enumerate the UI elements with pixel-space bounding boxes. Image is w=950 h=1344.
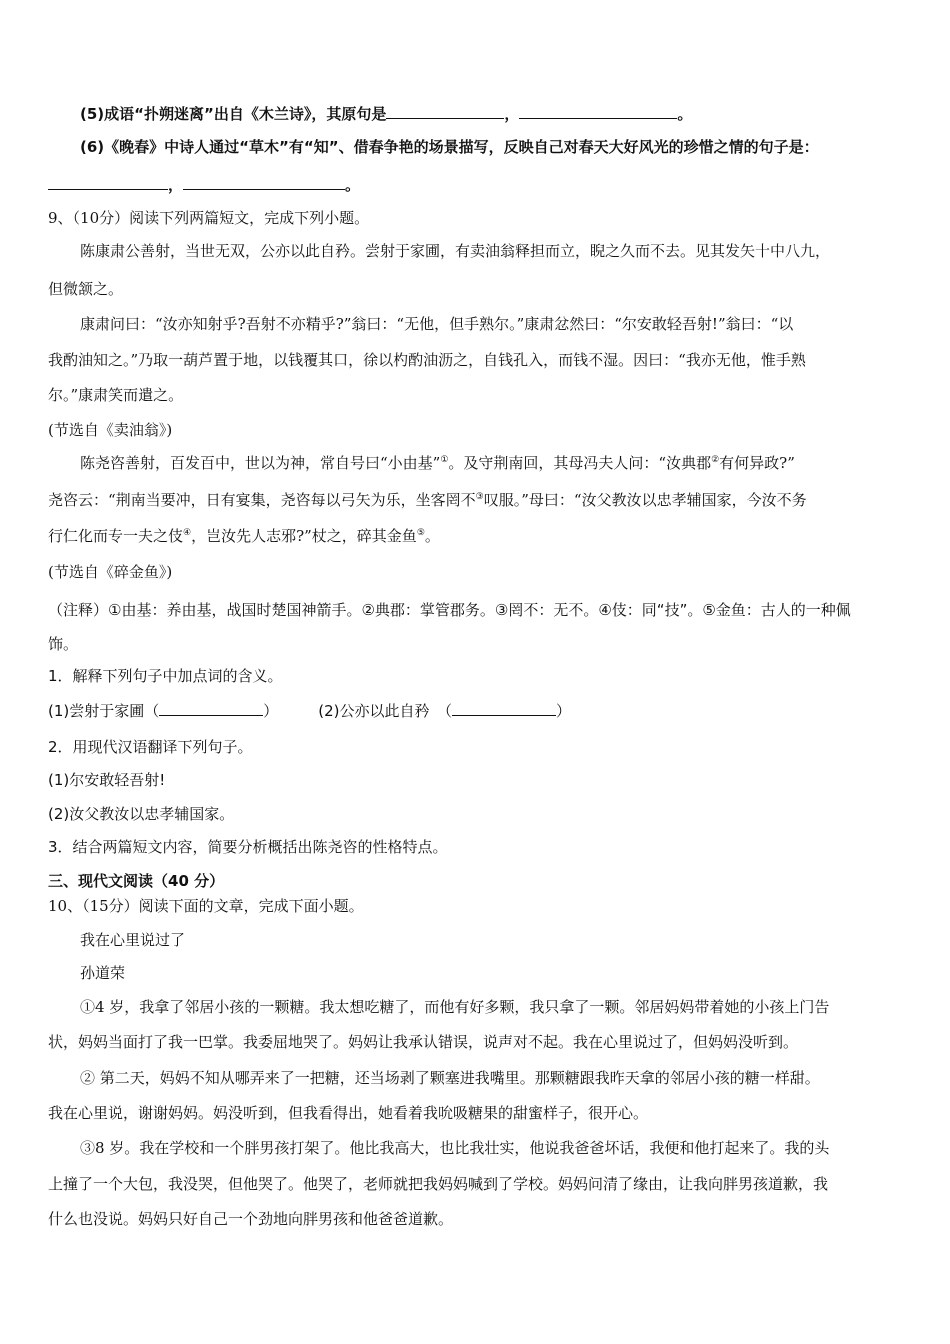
question-6-answer-line: ， 。 [48,175,360,195]
article-paragraph-line: ①4 岁，我拿了邻居小孩的一颗糖。我太想吃糖了，而他有好多颗，我只拿了一颗。邻居妈妈带着她的小孩上门告 [80,998,830,1016]
answer-blank[interactable] [519,104,677,119]
passage-1-line: 我酌油知之。”乃取一葫芦置于地，以钱覆其口，徐以杓酌油沥之，自钱孔入，而钱不湿。因曰：“我亦无他，惟手熟 [48,351,806,369]
passage-1-line: 但微颔之。 [48,280,124,298]
answer-blank[interactable] [48,175,168,190]
article-paragraph-line: 上撞了一个大包，我没哭，但他哭了。他哭了，老师就把我妈妈喊到了学校。妈妈问清了缘由，让我向胖男孩道歉，我 [48,1175,829,1193]
footnote-marker: ⑤ [416,528,425,538]
answer-blank[interactable] [159,701,263,716]
annotation-notes: （注释）①由基：养由基，战国时楚国神箭手。②典郡：掌管郡务。③罔不：无不。④伎：同“技”。⑤金鱼：古人的一种佩 [48,601,851,619]
source-citation: (节选自《卖油翁》) [48,421,173,439]
answer-blank[interactable] [452,701,556,716]
sub-question-3: 3．结合两篇短文内容，简要分析概括出陈尧咨的性格特点。 [48,838,448,856]
source-citation: (节选自《碎金鱼》) [48,563,173,581]
sub-question-2-item: (1)尔安敢轻吾射! [48,771,166,789]
passage-2-line: 陈尧咨善射，百发百中，世以为神，常自号曰“小由基”①。及守荆南回，其母冯夫人问：“汝典郡②有何异政?” [80,454,795,472]
article-paragraph-line: ② 第二天，妈妈不知从哪弄来了一把糖，还当场剥了颗塞进我嘴里。那颗糖跟我昨天拿的邻居小孩的糖一样甜。 [80,1069,820,1087]
passage-1-line: 康肃问曰：“汝亦知射乎?吾射不亦精乎?”翁曰：“无他，但手熟尔。”康肃忿然曰：“尔安敢轻吾射!”翁曰：“以 [80,315,794,333]
footnote-marker: ① [440,455,449,465]
article-paragraph-line: 什么也没说。妈妈只好自己一个劲地向胖男孩和他爸爸道歉。 [48,1210,454,1228]
article-paragraph-line: 我在心里说，谢谢妈妈。妈没听到，但我看得出，她看着我吮吸糖果的甜蜜样子，很开心。 [48,1104,649,1122]
article-paragraph-line: 状，妈妈当面打了我一巴掌。我委屈地哭了。妈妈让我承认错误，说声对不起。我在心里说过了，但妈妈没听到。 [48,1033,799,1051]
section-title: 三、现代文阅读（40 分） [48,872,225,890]
passage-1-line: 尔。”康肃笑而遣之。 [48,386,184,404]
answer-blank[interactable] [386,104,504,119]
article-author: 孙道荣 [80,964,126,982]
question-9-header: 9、（10分）阅读下列两篇短文，完成下列小题。 [48,209,370,227]
sub-question-1-items: (1)尝射于家圃（ ） (2)公亦以此自矜 （ ） [48,702,572,720]
annotation-notes: 饰。 [48,635,79,653]
article-paragraph-line: ③8 岁。我在学校和一个胖男孩打架了。他比我高大，也比我壮实，他说我爸爸坏话，我便和他打起来了。我的头 [80,1139,830,1157]
question-10-header: 10、（15分）阅读下面的文章，完成下面小题。 [48,897,364,915]
question-5-text: (5)成语“扑朔迷离”出自《木兰诗》，其原句是 [80,105,387,123]
footnote-marker: ④ [183,528,192,538]
article-title: 我在心里说过了 [80,931,186,949]
answer-blank[interactable] [183,175,345,190]
passage-2-line: 行仁化而专一夫之伎④，岂汝先人志邪?”杖之，碎其金鱼⑤。 [48,527,440,545]
passage-2-line: 尧咨云：“荆南当要冲，日有宴集，尧咨每以弓矢为乐，坐客罔不③叹服。”母曰：“汝父教汝以忠孝辅国家，今汝不务 [48,491,807,509]
sub-question-1: 1．解释下列句子中加点词的含义。 [48,667,283,685]
question-6: (6)《晚春》中诗人通过“草木”有“知”、借春争艳的场景描写，反映自己对春天大好风光的珍惜之情的句子是： [80,138,819,156]
footnote-marker: ③ [475,492,484,502]
question-5: (5)成语“扑朔迷离”出自《木兰诗》，其原句是 ， 。 [80,105,693,123]
passage-1-line: 陈康肃公善射，当世无双，公亦以此自矜。尝射于家圃，有卖油翁释担而立，睨之久而不去。见其发矢十中八九， [80,242,831,260]
sub-question-2: 2．用现代汉语翻译下列句子。 [48,738,253,756]
sub-question-2-item: (2)汝父教汝以忠孝辅国家。 [48,805,235,823]
footnote-marker: ② [711,455,720,465]
